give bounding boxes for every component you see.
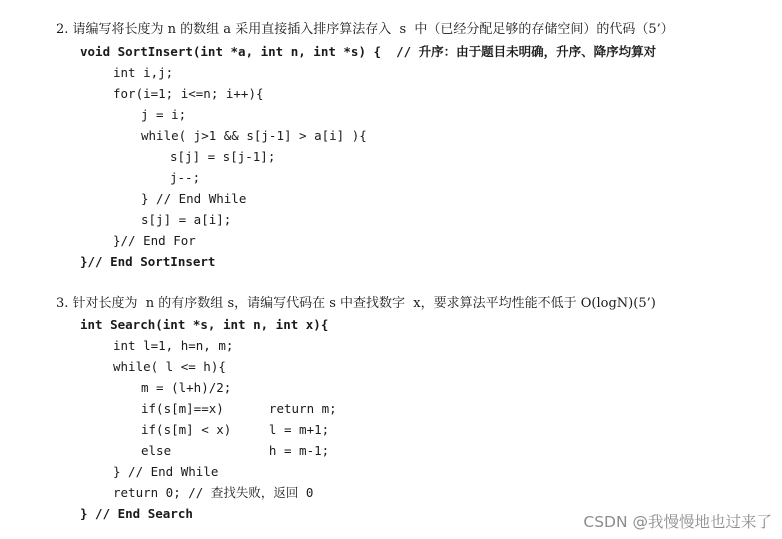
question-2-heading: 2. 请编写将长度为 n 的数组 a 采用直接插入排序算法存入 s 中（已经分配足够的存储空间）的代码（5’） xyxy=(56,22,674,37)
code-line: } // End While xyxy=(113,464,219,479)
code-line: if(s[m] < x) l = m+1; xyxy=(141,422,330,437)
code-line: }// End For xyxy=(113,233,196,248)
code-line: j = i; xyxy=(141,107,187,122)
code-line: void SortInsert(int *a, int n, int *s) { // 升序：由于题目未明确，升序、降序均算对 xyxy=(80,44,657,59)
question-3-heading: 3. 针对长度为 n 的有序数组 s，请编写代码在 s 中查找数字 x，要求算法平均性能不低于 O(logN)(5’) xyxy=(56,296,656,311)
code-line: int l=1, h=n, m; xyxy=(113,338,234,353)
code-line: j--; xyxy=(170,170,201,185)
code-line: for(i=1; i<=n; i++){ xyxy=(113,86,264,101)
csdn-watermark: CSDN @我慢慢地也过来了 xyxy=(583,513,772,531)
code-line: s[j] = s[j-1]; xyxy=(170,149,276,164)
code-line: while( j>1 && s[j-1] > a[i] ){ xyxy=(141,128,367,143)
code-line: } // End While xyxy=(141,191,247,206)
code-line: } // End Search xyxy=(80,506,193,521)
code-line: m = (l+h)/2; xyxy=(141,380,232,395)
code-line: int Search(int *s, int n, int x){ xyxy=(80,317,329,332)
code-line: }// End SortInsert xyxy=(80,254,216,269)
code-line: if(s[m]==x) return m; xyxy=(141,401,337,416)
code-line: int i,j; xyxy=(113,65,174,80)
code-line: else h = m-1; xyxy=(141,443,330,458)
code-line: return 0; // 查找失败，返回 0 xyxy=(113,485,314,500)
code-line: while( l <= h){ xyxy=(113,359,226,374)
code-line: s[j] = a[i]; xyxy=(141,212,232,227)
